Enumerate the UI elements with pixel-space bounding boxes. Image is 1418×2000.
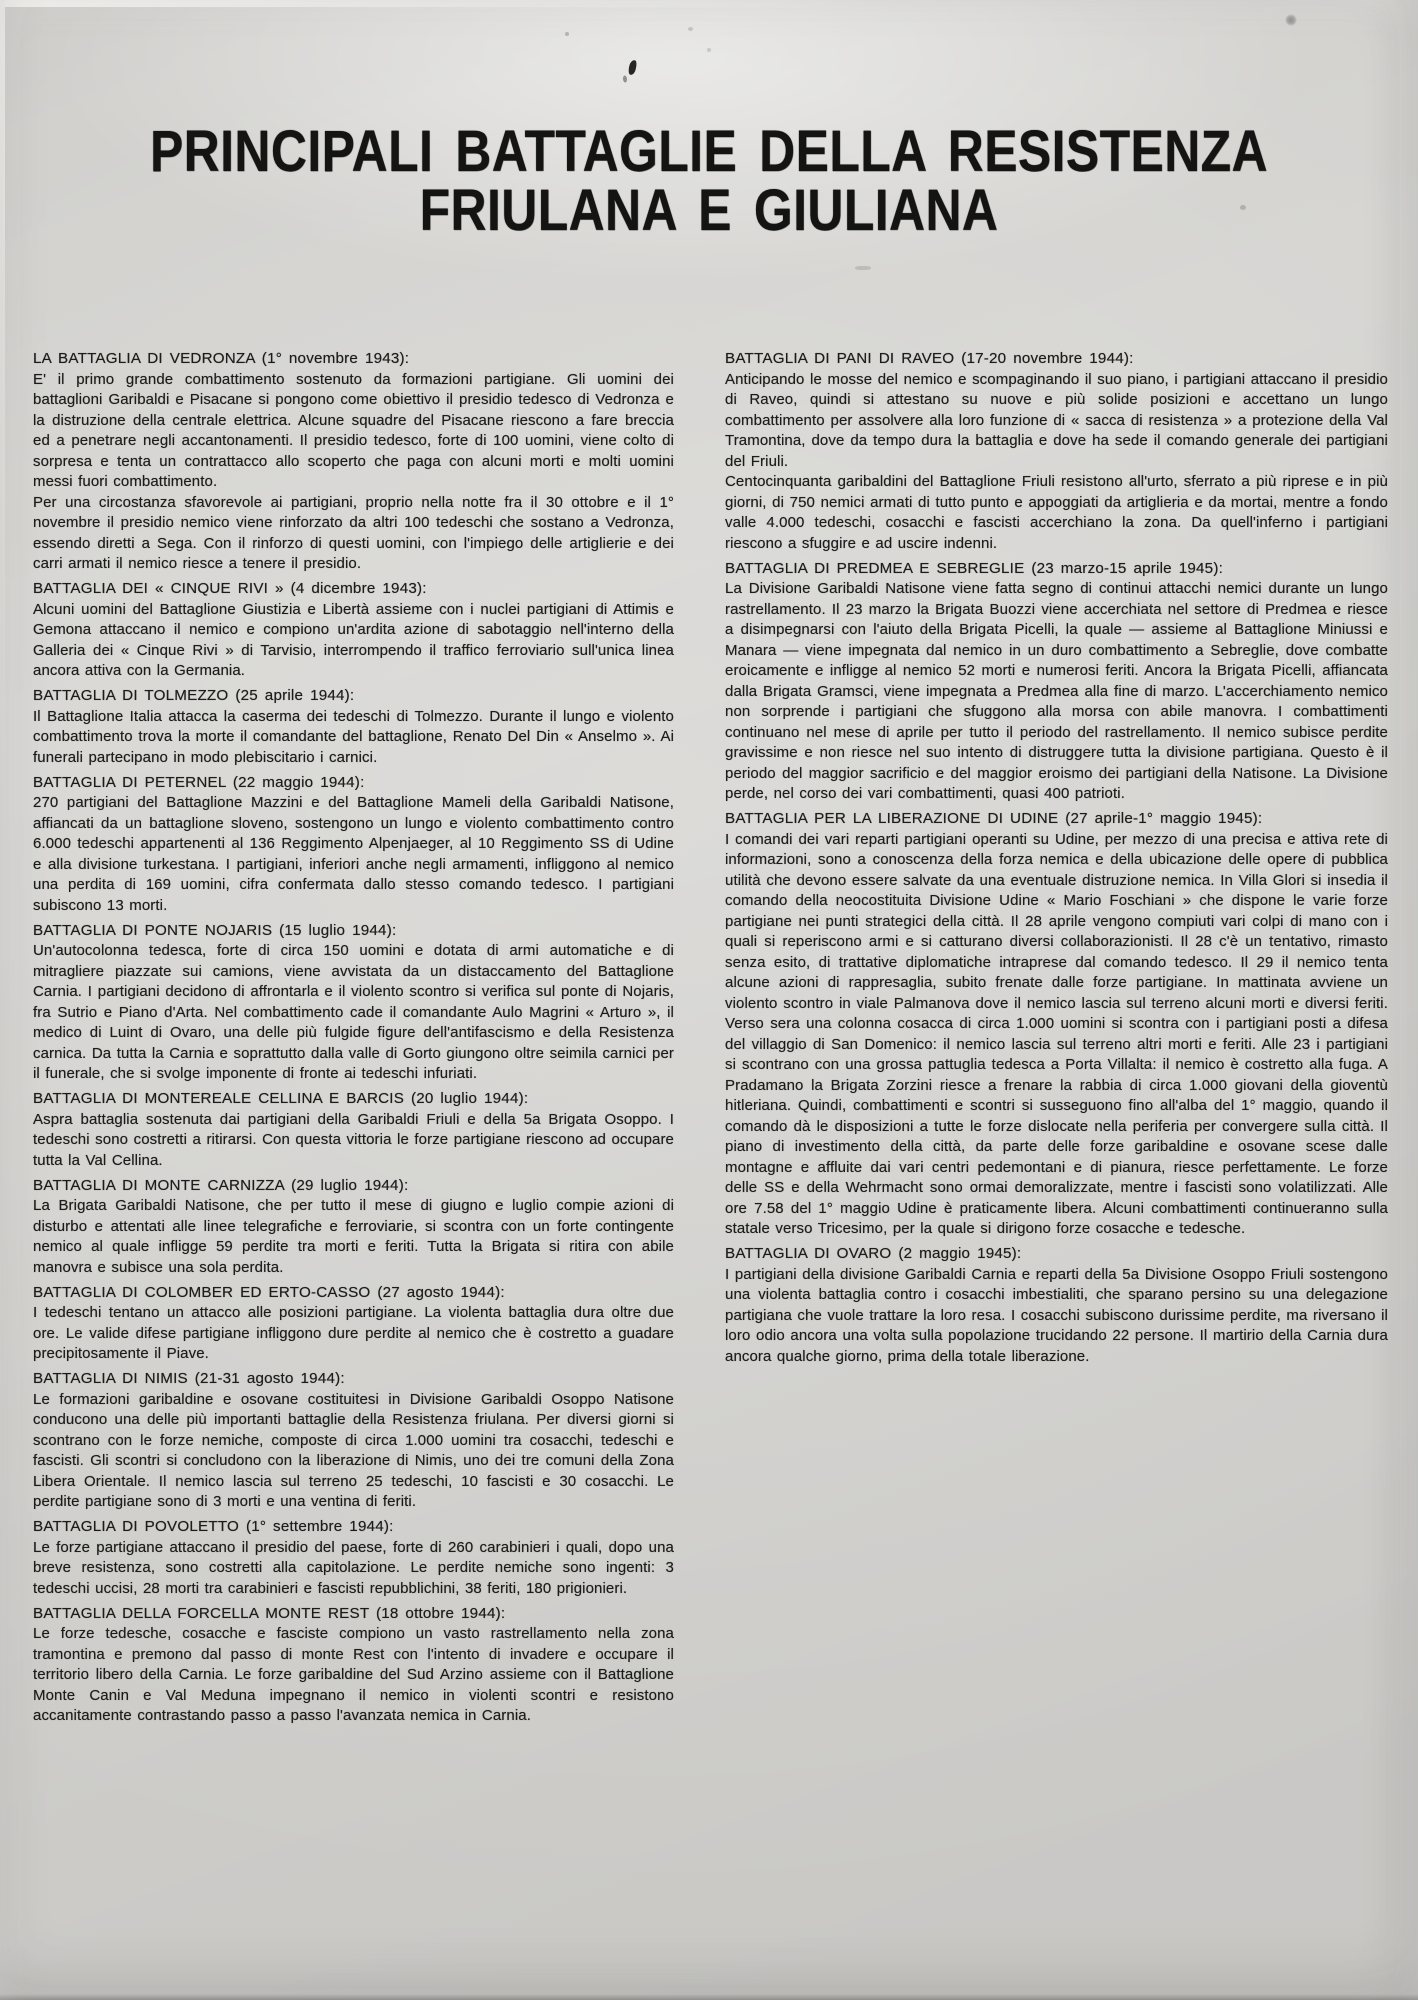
battle-heading: BATTAGLIA PER LA LIBERAZIONE DI UDINE (27 aprile-1° maggio 1945): xyxy=(725,810,1263,827)
column-left xyxy=(33,349,674,1727)
battle-heading: BATTAGLIA DI PETERNEL (22 maggio 1944): xyxy=(33,773,365,791)
page-title-line-2: FRIULANA E GIULIANA xyxy=(419,178,999,243)
battle-section xyxy=(725,559,1388,805)
battle-section xyxy=(33,1517,674,1599)
battle-paragraph: E' il primo grande combattimento sostenuto da formazioni partigiane. Gli uomini dei battaglioni Garibaldi e Pisacane si pongono come obiettivo il presidio tedesco di Vedronza e la distruzione della centrale elettrica. Alcune squadre del Pisacane riescono a fare breccia ed a penetrare negli accantonamenti. Il presidio tedesco, forte di 100 uomini, viene colto di sorpresa e tenta un contrattacco allo scoperto che paga con alcuni morti e molti uomini messi fuori combattimento. xyxy=(33,370,674,490)
scan-edge-left xyxy=(0,0,5,800)
battle-section xyxy=(33,579,674,682)
battle-paragraph: I tedeschi tentano un attacco alle posizioni partigiane. La violenta battaglia dura oltre due ore. Le valide difese partigiane infliggono dure perdite al nemico che è costretto a guadare precipitosamente il Piave. xyxy=(33,1304,674,1362)
scan-ink-mark xyxy=(627,59,637,75)
battle-section xyxy=(725,809,1388,1240)
scan-smudge xyxy=(855,266,871,270)
text-columns xyxy=(33,349,1388,1727)
battle-paragraph: Aspra battaglia sostenuta dai partigiani della Garibaldi Friuli e della 5a Brigata Osoppo. I tedeschi sono costretti a ritirarsi. Con questa vittoria le forze partigiane riescono ad occupare tutta la Val Cellina. xyxy=(33,1110,674,1169)
battle-heading: BATTAGLIA DI NIMIS (21-31 agosto 1944): xyxy=(33,1370,345,1387)
battle-paragraph: Per una circostanza sfavorevole ai partigiani, proprio nella notte fra il 30 ottobre e il 1° novembre il presidio nemico viene rinforzato da altri 100 tedeschi che sostano a Vedronza, essendo diretti a Sega. Con il rinforzo di questi uomini, con l'impiego delle artiglierie e dei carri armati il nemico riesce a tenere il presidio. xyxy=(33,493,674,572)
scan-speck-dot xyxy=(1285,14,1297,26)
battle-paragraph: Un'autocolonna tedesca, forte di circa 150 uomini e dotata di armi automatiche e di mitragliere piazzate sui camions, viene avvistata da un distaccamento del Battaglione Carnia. I partigiani decidono di affrontarla e il violento scontro si verifica sul ponte di Nojaris, fra Sutrio e Piano d'Arta. Nel combattimento cade il comandante Aulo Magrini « Arturo », il medico di Luint di Ovaro, una delle più fulgide figure dell'antifascismo e della Resistenza carnica. Da tutta la Carnia e soprattutto dalla valle di Gorto giungono oltre seimila carnici per il funerale, che si svolge imponente di fronte ai tedeschi infuriati. xyxy=(33,942,674,1082)
battle-paragraph: Il Battaglione Italia attacca la caserma dei tedeschi di Tolmezzo. Durante il lungo e violento combattimento trova la morte il comandante del battaglione, Renato Del Din « Anselmo ». Ai funerali partecipano in modo plebiscitario i carnici. xyxy=(33,707,674,766)
battle-paragraph: Anticipando le mosse del nemico e scompaginando il suo piano, i partigiani attaccano il presidio di Raveo, quindi si attestano su nuove e più solide posizioni e accettano un lungo combattimento per assolvere alla loro funzione di « sacca di resistenza » a protezione della Val Tramontina, dove da tempo dura la battaglia e dove ha sede il comando generale dei partigiani del Friuli. xyxy=(725,370,1388,470)
battle-heading: BATTAGLIA DELLA FORCELLA MONTE REST (18 ottobre 1944): xyxy=(33,1604,506,1622)
battle-heading: BATTAGLIA DI COLOMBER ED ERTO-CASSO (27 agosto 1944): xyxy=(33,1283,505,1301)
battle-section xyxy=(33,686,674,768)
battle-heading: BATTAGLIA DI MONTEREALE CELLINA E BARCIS (20 luglio 1944): xyxy=(33,1090,529,1107)
battle-section xyxy=(33,1369,674,1513)
page-title-line-1: PRINCIPALI BATTAGLIE DELLA RESISTENZA xyxy=(149,119,1268,184)
battle-heading: BATTAGLIA DI TOLMEZZO (25 aprile 1944): xyxy=(33,687,355,704)
battle-paragraph: La Brigata Garibaldi Natisone, che per tutto il mese di giugno e luglio compie azioni di disturbo e attentati alle linee telegrafiche e ferroviarie, si scontra con un forte contingente nemico al quale infligge 59 perdite tra morti e feriti. Tutta la Brigata si ritira con abile manovra e subisce una sola perdita. xyxy=(33,1197,674,1276)
battle-heading: BATTAGLIA DI MONTE CARNIZZA (29 luglio 1944): xyxy=(33,1176,409,1194)
scan-edge-bottom xyxy=(0,1994,1418,2000)
battle-section xyxy=(33,921,674,1085)
page-title xyxy=(0,119,1418,243)
scan-speck xyxy=(688,27,693,31)
battle-heading: BATTAGLIA DI PONTE NOJARIS (15 luglio 1944): xyxy=(33,921,397,939)
battle-heading: BATTAGLIA DI PREDMEA E SEBREGLIE (23 marzo-15 aprile 1945): xyxy=(725,559,1224,577)
battle-heading: BATTAGLIA DI PANI DI RAVEO (17-20 novembre 1944): xyxy=(725,350,1134,367)
column-right xyxy=(725,349,1388,1727)
battle-paragraph: Le forze tedesche, cosacche e fasciste compiono un vasto rastrellamento nella zona tramontina e premono dal passo di monte Rest con l'intento di invadere e occupare il territorio libero della Carnia. Le forze garibaldine del Sud Arzino assieme con il Battaglione Monte Canin e Val Meduna impegnano il nemico in violenti scontri e resistono accanitamente contrastando passo a passo l'avanzata nemica in Carnia. xyxy=(33,1625,674,1724)
battle-paragraph: Alcuni uomini del Battaglione Giustizia e Libertà assieme con i nuclei partigiani di Attimis e Gemona attaccano il nemico e compiono un'ardita azione di sabotaggio nell'interno della Galleria dei « Cinque Rivi » di Tarvisio, interrompendo il traffico ferroviario sull'unica linea ancora attiva con la Germania. xyxy=(33,600,674,679)
scan-speck xyxy=(565,32,569,36)
battle-section xyxy=(725,349,1388,554)
battle-paragraph: I partigiani della divisione Garibaldi Carnia e reparti della 5a Divisione Osoppo Friuli sostengono una violenta battaglia contro i cosacchi imbestialiti, che sparano persino su una delegazione partigiana che vuole trattare la loro resa. I cosacchi subiscono durissime perdite, ma riversano il loro odio ancora una volta sulla popolazione trucidando 22 persone. Il martirio della Carnia dura ancora qualche giorno, prima della totale liberazione. xyxy=(725,1265,1388,1365)
scan-speck xyxy=(707,48,711,52)
battle-paragraph: Le forze partigiane attaccano il presidio del paese, forte di 260 carabinieri i quali, dopo una breve resistenza, sono costretti alla capitolazione. Le perdite nemiche sono ingenti: 3 tedeschi uccisi, 28 morti tra carabinieri e fascisti repubblichini, 38 feriti, 180 prigionieri. xyxy=(33,1538,674,1597)
battle-section xyxy=(33,773,674,917)
battle-paragraph: I comandi dei vari reparti partigiani operanti su Udine, per mezzo di una precisa e attiva rete di informazioni, sono a conoscenza della forza nemica e della ubicazione delle opere di pubblica utilità che devono essere salvate da una eventuale distruzione nemica. In Villa Glori si insedia il comando della neocostituita Divisione Udine « Mario Foschiani » che dispone le varie forze partigiane nei punti strategici della città. Il 28 aprile vengono compiuti vari colpi di mano con i quali si reperiscono armi e si catturano diversi collaborazionisti. Il 28 c'è un tentativo, rimasto senza esito, di trattative diplomatiche intraprese dal comando tedesco. Il 29 il nemico tenta alcune azioni di rappresaglia, subito frenate dalle forze partigiane. In mattinata avviene un violento scontro in viale Palmanova dove il nemico lascia sul terreno alcuni morti e diversi feriti. Verso sera una colonna cosacca di circa 1.000 uomini si scontra con i partigiani posti a difesa del villaggio di San Domenico: il nemico lascia sul terreno altri morti e feriti. Alle 23 i partigiani si scontrano con una grossa pattuglia tedesca a Porta Villalta: il nemico è costretto alla fuga. A Pradamano la Brigata Zorzini riesce a frenare la rabbia di circa 1.000 giovani della gioventù hitleriana. Quindi, combattimenti e scontri si susseguono fino all'alba del 1° maggio, quando il comando dà le disposizioni a tutte le forze dislocate nella periferia per convergere sulla città. Il piano di investimento della città, da parte delle forze garibaldine e osovane scese dalle montagne e affluite dai vari centri pedemontani e di pianura, riesce perfettamente. Le forze delle SS e della Wehrmacht sono ormai demoralizzate, mentre i fascisti sono volatilizzati. Alle ore 7.58 del 1° maggio Udine è praticamente libera. Alcuni combattimenti continueranno sulla statale verso Tricesimo, per la quale si dirigono forze cosacche e tedesche. xyxy=(725,830,1388,1237)
battle-paragraph: La Divisione Garibaldi Natisone viene fatta segno di continui attacchi nemici durante un lungo rastrellamento. Il 23 marzo la Brigata Buozzi viene accerchiata nel settore di Predmea e riesce a disimpegnarsi con l'aiuto della Brigata Picelli, la quale — assieme al Battaglione Miniussi e Manara — viene impegnata dal nemico in un duro combattimento a Sebreglie, dove combatte eroicamente e infligge al nemico 52 morti e numerosi feriti. Ancora la Brigata Picelli, affiancata dalla Brigata Gramsci, viene impegnata a Predmea alla fine di marzo. L'accerchiamento nemico non sorprende i partigiani che sfuggono alla morsa con abile manovra. I combattimenti continuano nel mese di aprile per tutto il periodo del rastrellamento. Il nemico subisce perdite gravissime e non riesce nel suo intento di distruggere tutta la divisione partigiana. Questo è il periodo del maggior sacrificio e del maggior eroismo dei partigiani della Natisone. La Divisione perde, nel corso dei vari combattimenti, quasi 400 patrioti. xyxy=(725,580,1388,802)
battle-heading: BATTAGLIA DI OVARO (2 maggio 1945): xyxy=(725,1245,1022,1262)
battle-section xyxy=(33,1283,674,1365)
scan-edge-top xyxy=(0,0,879,7)
battle-section xyxy=(33,349,674,575)
battle-section xyxy=(33,1176,674,1279)
battle-heading: BATTAGLIA DEI « CINQUE RIVI » (4 dicembre 1943): xyxy=(33,580,427,597)
battle-section xyxy=(725,1244,1388,1367)
battle-paragraph: Centocinquanta garibaldini del Battaglione Friuli resistono all'urto, sferrato a più riprese e in più giorni, di 750 nemici armati di tutto punto e appoggiati da artiglieria e da mortai, mentre a fondo valle 4.000 tedeschi, cosacchi e fascisti accerchiano la zona. Da quell'inferno i partigiani riescono a sfuggire e ad uscire indenni. xyxy=(725,473,1388,552)
battle-section xyxy=(33,1604,674,1727)
battle-paragraph: 270 partigiani del Battaglione Mazzini e del Battaglione Mameli della Garibaldi Natisone, affiancati da un battaglione sloveno, sostengono un lungo e violento combattimento contro 6.000 tedeschi appartenenti al 136 Reggimento Alpenjaeger, al 10 Reggimento SS di Udine e alla divisione turkestana. I partigiani, inferiori anche negli armamenti, infliggono al nemico una perdita di 169 uomini, cifra confermata dallo stesso comando tedesco. I partigiani subiscono 13 morti. xyxy=(33,794,674,914)
battle-heading: BATTAGLIA DI POVOLETTO (1° settembre 1944): xyxy=(33,1518,394,1535)
battle-section xyxy=(33,1089,674,1171)
battle-heading: LA BATTAGLIA DI VEDRONZA (1° novembre 1943): xyxy=(33,350,410,367)
battle-paragraph: Le formazioni garibaldine e osovane costituitesi in Divisione Garibaldi Osoppo Natisone conducono una delle più importanti battaglie della Resistenza friulana. Per diversi giorni si scontrano con le forze nemiche, composte di circa 1.000 uomini tra cosacchi, tedeschi e fascisti. Gli scontri si concludono con la liberazione di Nimis, uno dei tre comuni della Zona Libera Orientale. Il nemico lascia sul terreno 25 tedeschi, 10 fascisti e 30 cosacchi. Le perdite partigiane sono di 3 morti e una ventina di feriti. xyxy=(33,1390,674,1510)
